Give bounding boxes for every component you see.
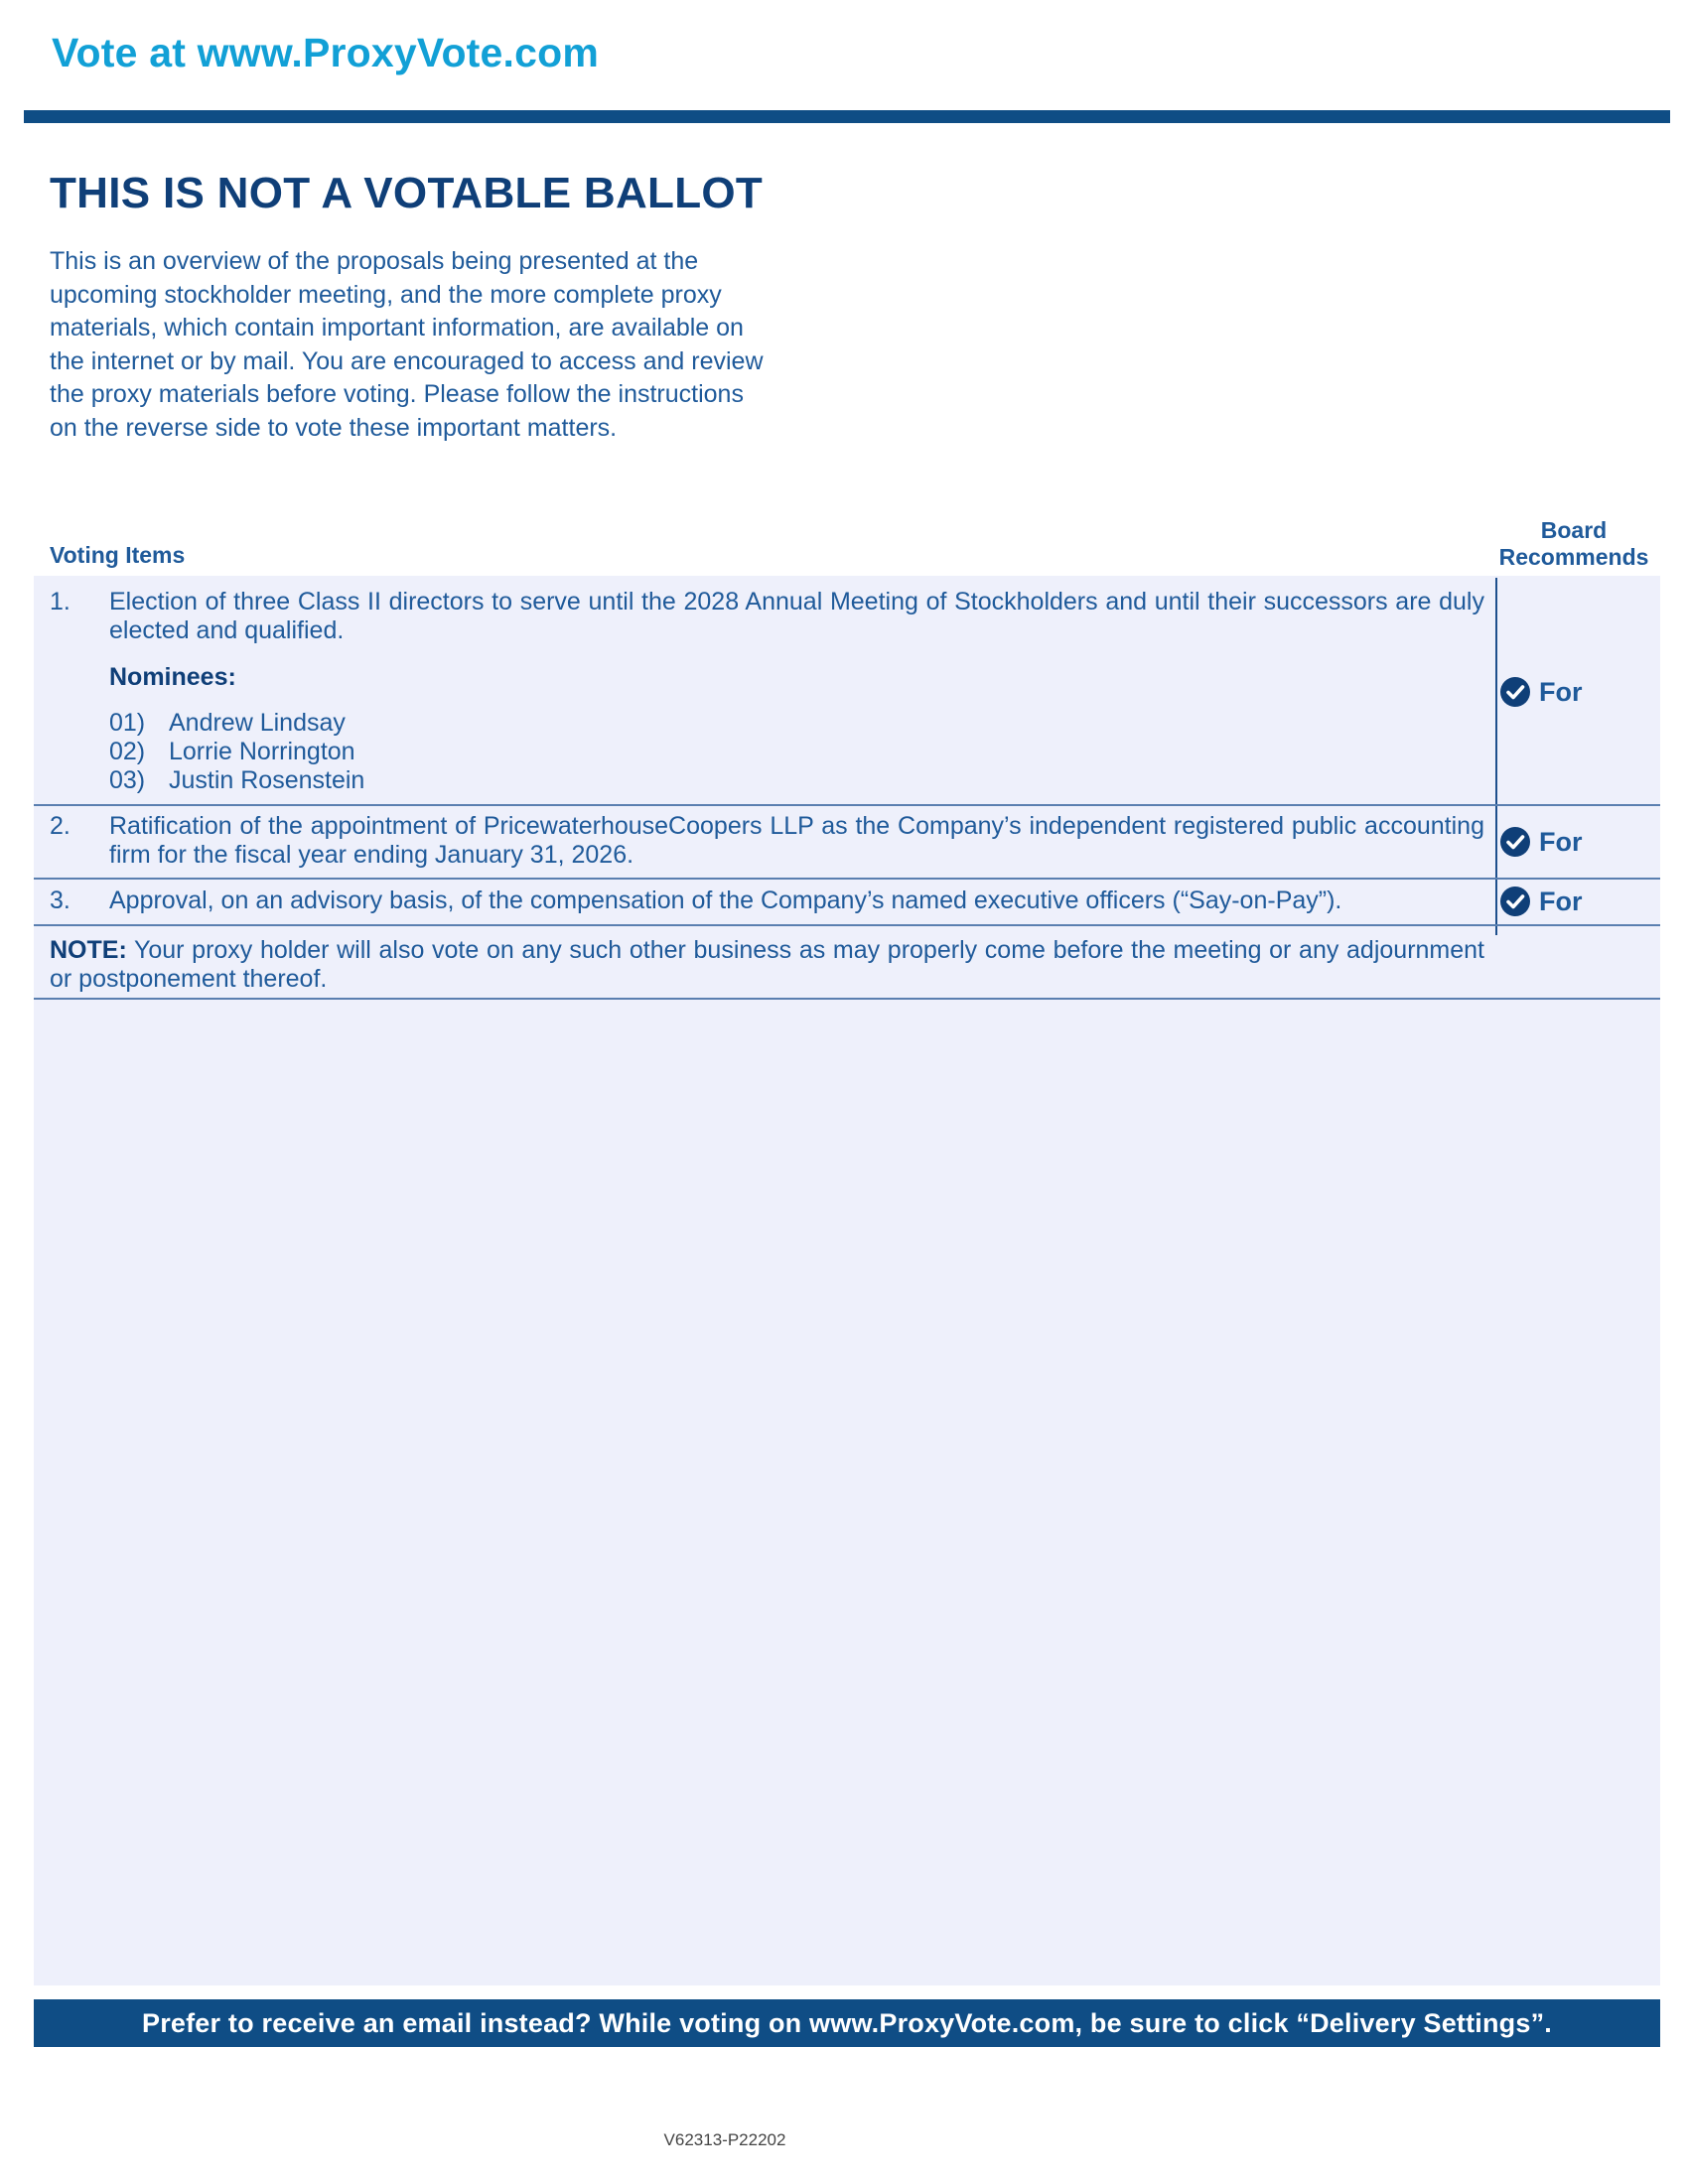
recommendation-item-3 [1499,886,1583,917]
nominee-code: 01) [109,709,146,737]
intro-line: materials, which contain important information, are available on [50,314,744,341]
intro-line: the proxy materials before voting. Please follow the instructions [50,380,744,408]
check-circle-icon [1499,886,1531,917]
board-recommends-line1: Board [1540,517,1608,543]
recommendation-label: For [1539,676,1583,707]
nominee-code: 02) [109,738,146,765]
recommendation-item-2 [1499,826,1583,858]
item-number: 1. [50,588,70,615]
nominee-name: Lorrie Norrington [169,738,355,765]
intro-paragraph [50,245,844,445]
recommendation-label: For [1539,826,1583,857]
nominee-item [109,766,364,795]
item-text: Approval, on an advisory basis, of the compensation of the Company’s named executive officers (“Say-on-Pay”). [109,887,1342,914]
recommendation-item-1 [1499,676,1583,708]
voting-item-2 [50,812,1484,872]
note-text: Your proxy holder will also vote on any such other business as may properly come before the meeting or any adjournment or postponement thereof. [50,936,1484,993]
check-circle-icon [1499,826,1531,858]
recommendation-label: For [1539,886,1583,916]
nominee-name: Andrew Lindsay [169,709,346,737]
voting-item-1 [50,588,1484,647]
document-code: V62313-P22202 [663,2130,786,2149]
voting-item-3 [50,887,1484,916]
header-rule [24,110,1670,123]
nominee-item [109,709,364,738]
item-text: Election of three Class II directors to serve until the 2028 Annual Meeting of Stockholders and until their successors are duly elected and qualified. [109,588,1484,644]
nominees-label: Nominees: [109,663,236,691]
voting-items-header: Voting Items [50,542,186,568]
board-recommends-header [1479,517,1668,571]
check-circle-icon [1499,676,1531,708]
intro-line: upcoming stockholder meeting, and the more complete proxy [50,280,722,309]
delivery-settings-banner: Prefer to receive an email instead? While voting on www.ProxyVote.com, be sure to click “Delivery Settings”. [34,1999,1660,2047]
intro-line: This is an overview of the proposals being presented at the [50,247,699,275]
intro-line: on the reverse side to vote these important matters. [50,413,618,442]
row-separator [34,878,1660,880]
item-number: 3. [50,887,70,914]
nominee-name: Justin Rosenstein [169,766,365,794]
page-title: THIS IS NOT A VOTABLE BALLOT [50,169,764,217]
nominee-list [109,709,364,795]
column-divider [1495,578,1497,935]
item-number: 2. [50,812,70,840]
row-separator [34,804,1660,806]
nominee-code: 03) [109,766,146,794]
nominee-item [109,738,364,766]
item-text: Ratification of the appointment of PricewaterhouseCoopers LLP as the Company’s independent registered public accounting firm for the fiscal year ending January 31, 2026. [109,812,1484,869]
intro-line: the internet or by mail. You are encouraged to access and review [50,346,764,375]
note-paragraph [50,936,1484,994]
row-separator [34,998,1660,1000]
proxyvote-link[interactable]: Vote at www.ProxyVote.com [52,30,600,75]
row-separator [34,924,1660,926]
board-recommends-line2: Recommends [1498,544,1649,570]
note-label: NOTE: [50,936,127,964]
